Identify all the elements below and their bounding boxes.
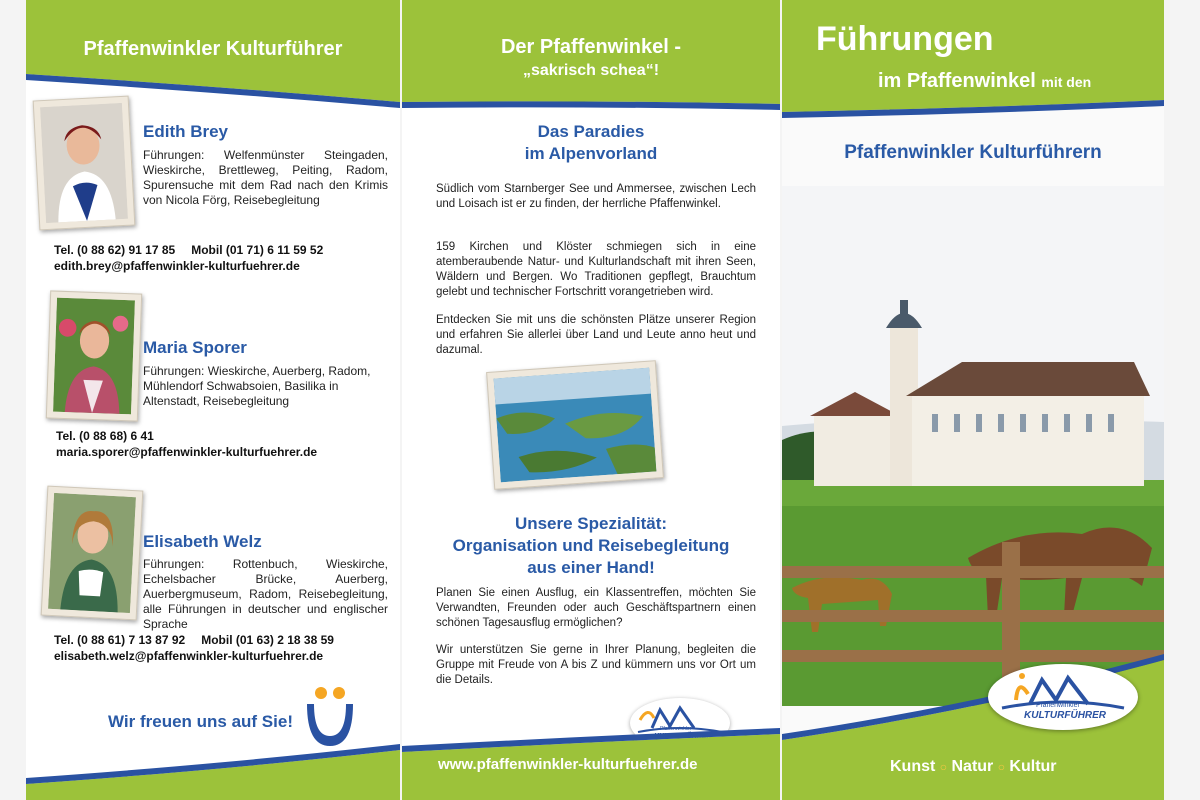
right-title-big: Führungen	[816, 20, 994, 58]
guide-tel-1: Tel. (0 88 62) 91 17 85	[54, 243, 176, 257]
guide-tel-3: Tel. (0 88 61) 7 13 87 92	[54, 633, 186, 647]
right-header-band	[782, 0, 1164, 120]
left-header-title: Pfaffenwinkler Kulturführer	[83, 38, 343, 60]
guide-email-1[interactable]: edith.brey@pfaffenwinkler-kulturfuehrer.de	[54, 259, 300, 273]
middle-header-line1: Der Pfaffenwinkel -	[500, 36, 682, 58]
paragraph-2: 159 Kirchen und Klöster schmiegen sich in eine atemberaubende Natur- und Kulturlandschaft mit ihren Seen, Wäldern und Bergen. Wo Traditionen gepflegt, Brauchtum gelebt und technischer Fortschritt vorangetrieben wird.	[436, 241, 756, 298]
guide-desc-3: Führungen: Rottenbuch, Wieskirche, Echelsbacher Brücke, Auerberg, Auerbergmuseum, Radom, Reisebegleitung, alle Führungen in deutscher und englischer Sprache	[143, 557, 388, 631]
heading-paradies-line1: Das Paradies	[537, 122, 645, 141]
paragraph-4: Planen Sie einen Ausflug, ein Klassentreffen, möchten Sie Verwandten, Freunden oder auch Geschäftspartnern einen schönen Tagesausflug ermöglichen?	[436, 587, 756, 629]
logo-large-big-text: KULTURFÜHRER	[1024, 710, 1107, 721]
paragraph-5: Wir unterstützen Sie gerne in Ihrer Planung, begleiten die Gruppe mit Freude von A bis Z und kümmern uns vor Ort um die Details.	[436, 644, 756, 686]
heading-paradies-line2: im Alpenvorland	[524, 144, 658, 163]
paragraph-3: Entdecken Sie mit uns die schönsten Plätze unserer Region und erfahren Sie allerlei über Land und Leute anno heut und dazumal.	[436, 314, 756, 356]
logo-badge-large	[988, 664, 1138, 730]
slogan-kunst: Kunst	[890, 758, 936, 775]
logo-large-small-text: Pfaffenwinkler	[1036, 702, 1080, 709]
guide-name-2: Maria Sporer	[143, 338, 247, 357]
paragraph-1: Südlich vom Starnberger See und Ammersee, zwischen Lech und Loisach ist er zu finden, der herrliche Pfaffenwinkel.	[436, 183, 756, 210]
right-panel	[782, 0, 1164, 800]
middle-panel	[402, 0, 780, 800]
left-panel	[26, 0, 400, 800]
closing-text: Wir freuen uns auf Sie!	[108, 712, 293, 731]
guide-photo-maria-sporer	[46, 290, 142, 421]
middle-header-line2: „sakrisch schea“!	[522, 62, 660, 79]
guide-contact-1	[54, 242, 339, 274]
heading-spezialitaet-line2: Organisation und Reisebegleitung	[452, 536, 730, 555]
guide-mobil-3: Mobil (01 63) 2 18 38 59	[201, 633, 334, 647]
slogan-kultur: Kultur	[1009, 758, 1057, 775]
guide-mobil-1: Mobil (01 71) 6 11 59 52	[191, 243, 324, 257]
right-subtitle: Pfaffenwinkler Kulturführern	[844, 142, 1102, 163]
left-footer-band	[26, 730, 400, 800]
guide-contact-3	[54, 632, 350, 664]
guide-photo-elisabeth-welz	[41, 486, 144, 621]
right-title-line2	[878, 70, 1091, 93]
right-title-line2-small: mit den	[1041, 74, 1092, 90]
footer-url[interactable]: www.pfaffenwinkler-kulturfuehrer.de	[438, 756, 698, 773]
guide-email-3[interactable]: elisabeth.welz@pfaffenwinkler-kulturfuehrer.de	[54, 649, 324, 663]
heading-spezialitaet-line3: aus einer Hand!	[527, 558, 655, 577]
aerial-lake-photo	[486, 360, 664, 490]
guide-desc-2: Führungen: Wieskirche, Auerberg, Radom, Mühlendorf Schwabsoien, Basilika in Altenstadt, Reisebegleitung	[143, 364, 371, 408]
slogan-natur: Natur	[951, 758, 994, 775]
guide-email-2[interactable]: maria.sporer@pfaffenwinkler-kulturfuehrer.de	[56, 445, 318, 459]
guide-photo-edith-brey	[33, 96, 136, 231]
right-slogan	[890, 758, 1057, 776]
guide-name-1: Edith Brey	[143, 122, 229, 141]
slogan-dot-icon: ○	[939, 760, 948, 774]
guide-name-3: Elisabeth Welz	[143, 532, 262, 551]
church-landscape-photo	[782, 186, 1164, 706]
guide-tel-2: Tel. (0 88 68) 6 41	[56, 429, 154, 443]
guide-contact-2	[56, 428, 333, 460]
logo-small-text: Pfaffenwinkler	[660, 726, 692, 732]
guide-desc-1: Führungen: Welfenmünster Steingaden, Wieskirche, Brettleweg, Peiting, Radom, Spurensuche mit dem Rad nach den Krimis von Nicola Förg, Reisebegleitung	[143, 148, 388, 207]
heading-spezialitaet-line1: Unsere Spezialität:	[514, 514, 668, 533]
slogan-dot-icon: ○	[997, 760, 1005, 774]
right-title-line2-text: im Pfaffenwinkel	[878, 70, 1036, 92]
